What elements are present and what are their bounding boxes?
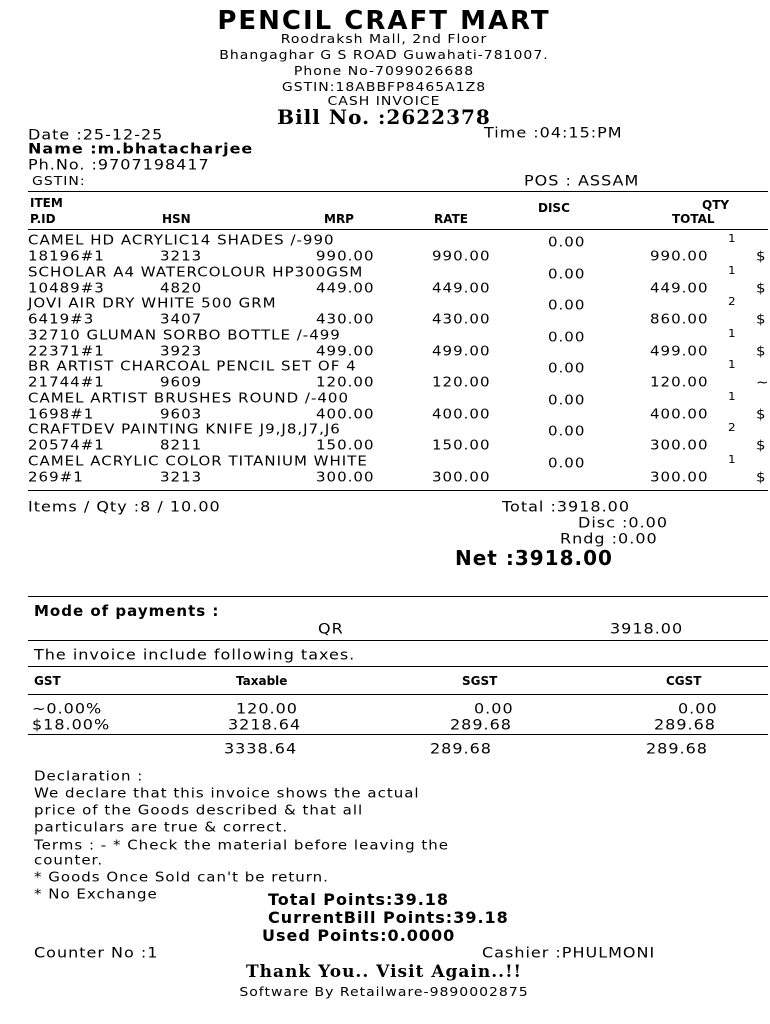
- item-qty: 1: [728, 358, 737, 371]
- items-qty: Items / Qty :8 / 10.00: [28, 498, 221, 516]
- item-total: 990.00: [650, 248, 709, 265]
- divider: [28, 734, 768, 735]
- tax-header-taxable: Taxable: [236, 674, 288, 688]
- item-disc: 0.00: [548, 454, 586, 471]
- item-qty: 1: [728, 389, 737, 403]
- tax-row-taxable: 3218.64: [228, 716, 302, 734]
- payment-heading: Mode of payments :: [34, 602, 220, 620]
- tax-total-sgst: 289.68: [430, 740, 492, 758]
- payment-amount: 3918.00: [610, 620, 684, 638]
- item-total: 499.00: [650, 342, 709, 359]
- store-address-line2: Bhangaghar G S ROAD Guwahati-781007.: [219, 48, 549, 63]
- item-hsn: 8211: [160, 437, 203, 454]
- item-qty: 2: [728, 295, 737, 308]
- item-name: 32710 GLUMAN SORBO BOTTLE /-499: [28, 326, 341, 343]
- declaration-heading: Declaration :: [34, 768, 144, 785]
- divider: [28, 640, 768, 641]
- item-name: BR ARTIST CHARCOAL PENCIL SET OF 4: [28, 358, 357, 375]
- item-qty: 1: [728, 263, 737, 277]
- item-total: 300.00: [650, 437, 709, 454]
- tax-total-cgst: 289.68: [646, 740, 708, 758]
- item-disc: 0.00: [548, 423, 586, 440]
- customer-gstin: GSTIN:: [32, 174, 86, 189]
- item-pid: 22371#1: [28, 342, 105, 359]
- store-address-line1: Roodraksh Mall, 2nd Floor: [280, 32, 488, 47]
- declaration-line: particulars are true & correct.: [34, 819, 289, 836]
- bill-time: Time :04:15:PM: [484, 124, 623, 142]
- item-tax-code: $: [756, 437, 767, 454]
- item-hsn: 9609: [160, 374, 203, 391]
- item-total: 860.00: [650, 311, 709, 328]
- declaration-line: We declare that this invoice shows the actual: [34, 785, 420, 802]
- item-name: SCHOLAR A4 WATERCOLOUR HP300GSM: [28, 263, 364, 280]
- item-disc: 0.00: [548, 297, 586, 314]
- item-rate: 400.00: [432, 405, 491, 422]
- item-mrp: 150.00: [316, 437, 375, 454]
- item-name: JOVI AIR DRY WHITE 500 GRM: [28, 295, 277, 312]
- tax-row-taxable: 120.00: [236, 700, 298, 718]
- bill-date: Date :25-12-25: [28, 126, 164, 144]
- header-disc: DISC: [538, 201, 570, 215]
- declaration-line: price of the Goods described & that all: [34, 802, 364, 819]
- place-of-supply: POS : ASSAM: [524, 172, 640, 190]
- item-hsn: 3923: [160, 342, 203, 359]
- divider: [28, 666, 768, 667]
- item-pid: 10489#3: [28, 279, 105, 296]
- item-total: 400.00: [650, 405, 709, 422]
- summary-disc: Disc :0.00: [578, 514, 668, 532]
- item-name: CRAFTDEV PAINTING KNIFE J9,J8,J7,J6: [28, 421, 341, 438]
- used-points: Used Points:0.0000: [262, 926, 456, 945]
- item-rate: 150.00: [432, 437, 491, 454]
- divider: [28, 191, 768, 192]
- item-total: 120.00: [650, 374, 709, 391]
- item-tax-code: $: [756, 405, 767, 422]
- bill-number: Bill No. :2622378: [277, 105, 491, 129]
- divider: [28, 490, 768, 491]
- item-disc: 0.00: [548, 328, 586, 345]
- header-total: TOTAL: [672, 212, 715, 226]
- item-pid: 21744#1: [28, 374, 105, 391]
- store-gstin: GSTIN:18ABBFP8465A1Z8: [281, 80, 487, 95]
- item-rate: 120.00: [432, 374, 491, 391]
- item-mrp: 990.00: [316, 248, 375, 265]
- item-pid: 6419#3: [28, 311, 95, 328]
- software-credit: Software By Retailware-9890002875: [239, 985, 529, 1000]
- item-hsn: 3407: [160, 311, 203, 328]
- item-mrp: 400.00: [316, 405, 375, 422]
- terms-line: * Goods Once Sold can't be return.: [34, 869, 329, 886]
- item-hsn: 4820: [160, 279, 203, 296]
- summary-rndg: Rndg :0.00: [560, 530, 658, 548]
- item-disc: 0.00: [548, 391, 586, 408]
- item-tax-code: $: [756, 279, 767, 296]
- terms-line: * No Exchange: [34, 886, 158, 903]
- item-pid: 269#1: [28, 468, 84, 485]
- item-total: 449.00: [650, 279, 709, 296]
- header-pid: P.ID: [30, 212, 56, 226]
- item-mrp: 449.00: [316, 279, 375, 296]
- header-item: ITEM: [30, 196, 63, 210]
- item-qty: 2: [728, 421, 737, 434]
- tax-row-gst: $18.00%: [32, 716, 111, 734]
- terms-line: counter.: [34, 852, 104, 869]
- store-phone: Phone No-7099026688: [293, 64, 475, 79]
- item-disc: 0.00: [548, 265, 586, 282]
- tax-row-sgst: 289.68: [450, 716, 512, 734]
- item-total: 300.00: [650, 468, 709, 485]
- tax-header-sgst: SGST: [462, 674, 498, 688]
- item-hsn: 3213: [160, 468, 203, 485]
- item-disc: 0.00: [548, 360, 586, 377]
- store-name: PENCIL CRAFT MART: [217, 6, 551, 36]
- total-points: Total Points:39.18: [268, 890, 450, 909]
- item-mrp: 300.00: [316, 468, 375, 485]
- tax-row-cgst: 289.68: [654, 716, 716, 734]
- current-bill-points: CurrentBill Points:39.18: [268, 908, 509, 927]
- item-disc: 0.00: [548, 234, 586, 251]
- divider: [28, 694, 768, 695]
- item-pid: 20574#1: [28, 437, 105, 454]
- invoice-type: CASH INVOICE: [327, 94, 441, 109]
- header-hsn: HSN: [162, 212, 191, 226]
- item-tax-code: $: [756, 311, 767, 328]
- item-name: CAMEL ARTIST BRUSHES ROUND /-400: [28, 389, 350, 406]
- header-mrp: MRP: [324, 212, 354, 226]
- item-hsn: 9603: [160, 405, 203, 422]
- tax-header-cgst: CGST: [666, 674, 702, 688]
- item-qty: 1: [728, 452, 737, 466]
- item-rate: 430.00: [432, 311, 491, 328]
- item-qty: 1: [728, 326, 737, 340]
- cashier-name: Cashier :PHULMONI: [482, 944, 656, 962]
- tax-row-gst: ~0.00%: [32, 700, 103, 718]
- thank-you-message: Thank You.. Visit Again..!!: [245, 962, 522, 982]
- item-rate: 449.00: [432, 279, 491, 296]
- item-name: CAMEL HD ACRYLIC14 SHADES /-990: [28, 232, 335, 249]
- divider: [28, 229, 768, 230]
- item-tax-code: $: [756, 342, 767, 359]
- counter-number: Counter No :1: [34, 944, 159, 962]
- item-qty: 1: [728, 232, 737, 245]
- item-hsn: 3213: [160, 248, 203, 265]
- tax-row-sgst: 0.00: [474, 700, 514, 718]
- item-mrp: 120.00: [316, 374, 375, 391]
- item-rate: 990.00: [432, 248, 491, 265]
- customer-phone: Ph.No. :9707198417: [28, 156, 210, 174]
- divider: [28, 596, 768, 597]
- item-pid: 18196#1: [28, 248, 105, 265]
- item-tax-code: ~: [756, 374, 770, 391]
- header-qty: QTY: [702, 198, 730, 212]
- item-rate: 300.00: [432, 468, 491, 485]
- payment-mode: QR: [318, 620, 344, 638]
- summary-net: Net :3918.00: [455, 546, 613, 570]
- header-rate: RATE: [434, 212, 468, 226]
- item-rate: 499.00: [432, 342, 491, 359]
- item-name: CAMEL ACRYLIC COLOR TITANIUM WHITE: [28, 452, 368, 469]
- item-tax-code: $: [756, 468, 767, 485]
- customer-name: Name :m.bhatacharjee: [28, 140, 254, 158]
- item-pid: 1698#1: [28, 405, 95, 422]
- tax-intro: The invoice include following taxes.: [34, 646, 356, 664]
- summary-total: Total :3918.00: [502, 498, 631, 516]
- terms-line: Terms : - * Check the material before leaving the: [34, 837, 449, 854]
- tax-total-taxable: 3338.64: [224, 740, 298, 758]
- tax-header-gst: GST: [34, 674, 61, 688]
- item-tax-code: $: [756, 248, 767, 265]
- item-mrp: 499.00: [316, 342, 375, 359]
- tax-row-cgst: 0.00: [678, 700, 718, 718]
- item-mrp: 430.00: [316, 311, 375, 328]
